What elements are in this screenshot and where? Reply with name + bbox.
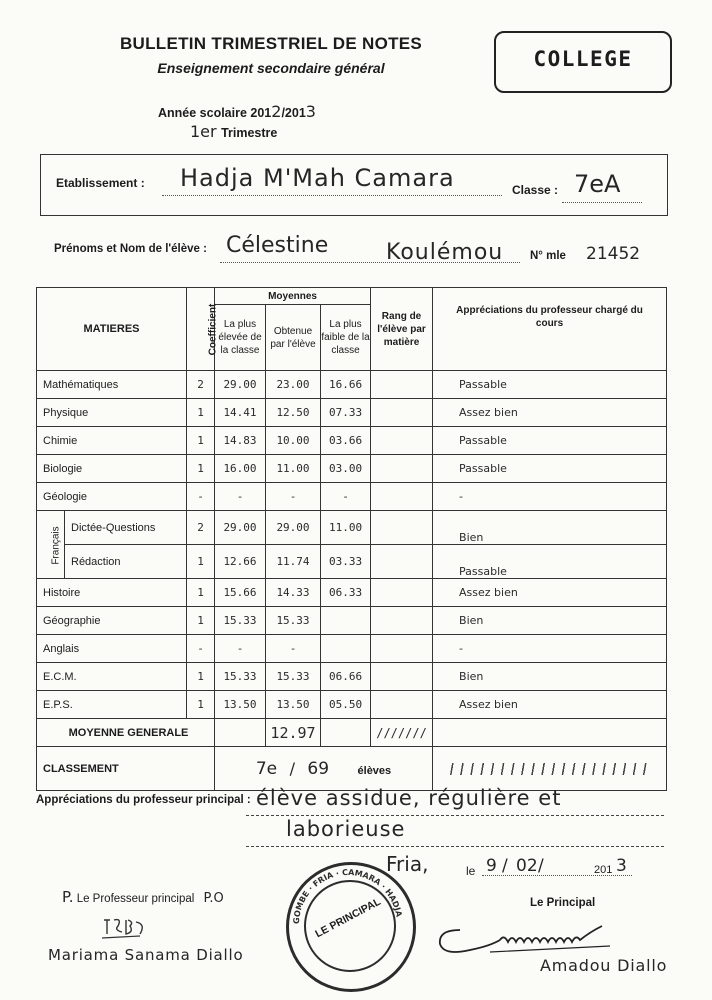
eleve-cell: 15.33 — [266, 607, 321, 635]
max-cell: 14.41 — [215, 399, 266, 427]
prof-principal-suffix: P.O — [203, 891, 224, 906]
coef-cell: 2 — [187, 511, 215, 545]
appr-cell: Passable — [433, 371, 667, 399]
min-cell: 03.00 — [321, 455, 371, 483]
appr-cell: Bien — [433, 663, 667, 691]
min-cell: 03.33 — [321, 545, 371, 579]
coef-cell: 1 — [187, 399, 215, 427]
prof-principal — [62, 888, 224, 906]
rang-cell — [371, 455, 433, 483]
eleve-cell: 10.00 — [266, 427, 321, 455]
plus-elevee-header: La plus élevée de la classe — [215, 305, 266, 371]
rang-cell — [371, 399, 433, 427]
appr-cell: - — [433, 635, 667, 663]
francais-cell — [37, 511, 65, 579]
date-year-hand: 3 — [616, 856, 627, 876]
eleve-cell: 15.33 — [266, 663, 321, 691]
coef-cell: 1 — [187, 607, 215, 635]
subject-cell: Physique — [37, 399, 187, 427]
subject-cell: Géologie — [37, 483, 187, 511]
appr-principal-line1: élève assidue, régulière et — [256, 786, 562, 810]
rang-cell — [371, 483, 433, 511]
min-cell: 11.00 — [321, 511, 371, 545]
appr-cell: Bien — [433, 511, 667, 545]
subject-cell: E.C.M. — [37, 663, 187, 691]
stamp-ring-text: GOMBE · FRIA · CAMARA · HADJA — [291, 867, 404, 925]
moyenne-empty-cell — [215, 719, 266, 747]
rang-cell — [371, 635, 433, 663]
trimestre-label: Trimestre — [221, 126, 278, 140]
date-sep-1: / — [502, 856, 508, 876]
rang-cell — [371, 511, 433, 545]
rang-cell — [371, 545, 433, 579]
coef-cell: 1 — [187, 427, 215, 455]
prof-signature-icon — [100, 914, 150, 944]
appr-cell: Passable — [433, 427, 667, 455]
obtenue-header: Obtenue par l'élève — [266, 305, 321, 371]
coef-cell: - — [187, 635, 215, 663]
classement-rang: 7e — [255, 758, 278, 779]
classement-sep: / — [289, 758, 295, 778]
matricule-value: 21452 — [586, 244, 641, 264]
classement-hatch — [447, 763, 652, 775]
appr-cell: - — [433, 483, 667, 511]
classe-value: 7eA — [574, 170, 621, 198]
etablissement-label: Etablissement : — [56, 176, 145, 190]
max-cell: 14.83 — [215, 427, 266, 455]
prof-principal-prefix: P. — [62, 888, 74, 906]
annee-label: Année scolaire 201 — [158, 106, 272, 120]
appr-underline-2 — [246, 846, 664, 847]
appr-cell: Passable — [433, 455, 667, 483]
bulletin-title: BULLETIN TRIMESTRIEL DE NOTES — [119, 34, 423, 53]
max-cell: 12.66 — [215, 545, 266, 579]
trimestre — [190, 122, 277, 142]
rang-cell — [371, 691, 433, 719]
appr-cell: Assez bien — [433, 579, 667, 607]
subject-cell: E.P.S. — [37, 691, 187, 719]
coef-cell: 1 — [187, 691, 215, 719]
table-row — [37, 545, 667, 579]
rang-cell — [371, 371, 433, 399]
table-row — [37, 691, 667, 719]
principal-signature-icon — [430, 916, 620, 960]
classement-hatch-cell — [433, 747, 667, 791]
min-cell: 06.33 — [321, 579, 371, 607]
subject-cell: Rédaction — [65, 545, 187, 579]
coefficient-label: Coefficient — [207, 303, 219, 355]
table-row — [37, 371, 667, 399]
moyenne-row — [37, 719, 667, 747]
rang-cell — [371, 579, 433, 607]
etablissement-value: Hadja M'Mah Camara — [180, 164, 455, 192]
eleve-line — [220, 262, 520, 263]
coef-cell: 2 — [187, 371, 215, 399]
appr-cell: Assez bien — [433, 691, 667, 719]
eleve-cell: - — [266, 483, 321, 511]
coef-cell: 1 — [187, 579, 215, 607]
bulletin-subtitle: Enseignement secondaire général — [157, 60, 385, 76]
moyenne-empty-cell — [321, 719, 371, 747]
date-le-label: le — [466, 864, 476, 878]
subject-cell: Dictée-Questions — [65, 511, 187, 545]
principal-name: Amadou Diallo — [540, 956, 668, 975]
classement-label: CLASSEMENT — [37, 747, 215, 791]
classement-total: 69 — [307, 758, 330, 779]
plus-faible-header: La plus faible de la classe — [321, 305, 371, 371]
eleve-prenom: Célestine — [226, 233, 329, 258]
classe-label: Classe : — [512, 183, 559, 197]
matieres-header: MATIERES — [37, 288, 187, 371]
subject-cell: Biologie — [37, 455, 187, 483]
max-cell: - — [215, 483, 266, 511]
eleve-label: Prénoms et Nom de l'élève : — [54, 243, 207, 255]
trimestre-hand: 1er — [190, 122, 217, 141]
subject-cell: Histoire — [37, 579, 187, 607]
min-cell: 07.33 — [321, 399, 371, 427]
appr-principal-line2: laborieuse — [286, 817, 406, 841]
table-row — [37, 635, 667, 663]
min-cell: 03.66 — [321, 427, 371, 455]
annee-scolaire — [158, 102, 316, 121]
date-month: 02 — [516, 856, 538, 876]
table-row — [37, 607, 667, 635]
principal-label: Le Principal — [530, 897, 596, 909]
min-cell: - — [321, 483, 371, 511]
date-line — [482, 875, 632, 876]
moyennes-header: Moyennes — [215, 288, 371, 305]
lieu: Fria, — [386, 852, 429, 876]
moyenne-appr-cell — [433, 719, 667, 747]
subject-cell: Chimie — [37, 427, 187, 455]
grades-table — [36, 287, 667, 791]
eleve-cell: 14.33 — [266, 579, 321, 607]
rang-cell — [371, 607, 433, 635]
table-row — [37, 483, 667, 511]
coef-cell: - — [187, 483, 215, 511]
max-cell: 29.00 — [215, 371, 266, 399]
eleve-cell: 11.00 — [266, 455, 321, 483]
eleve-cell: - — [266, 635, 321, 663]
classe-line — [562, 202, 642, 203]
eleve-cell: 12.50 — [266, 399, 321, 427]
annee-hand-2: 3 — [305, 102, 316, 121]
annee-hand-1: 2 — [271, 102, 282, 121]
appr-cell: Assez bien — [433, 399, 667, 427]
matricule-label: N° mle — [530, 250, 566, 262]
moyenne-value: 12.97 — [266, 719, 321, 747]
min-cell: 06.66 — [321, 663, 371, 691]
max-cell: 15.33 — [215, 663, 266, 691]
max-cell: 29.00 — [215, 511, 266, 545]
min-cell: 16.66 — [321, 371, 371, 399]
subject-cell: Mathématiques — [37, 371, 187, 399]
eleve-cell: 11.74 — [266, 545, 321, 579]
stamp-center-text: LE PRINCIPAL — [313, 895, 383, 941]
coef-cell: 1 — [187, 663, 215, 691]
moyenne-rang: /////// — [371, 719, 433, 747]
eleve-cell: 13.50 — [266, 691, 321, 719]
classement-eleves: élèves — [357, 764, 392, 777]
max-cell: - — [215, 635, 266, 663]
rang-cell — [371, 427, 433, 455]
college-label: COLLEGE — [533, 47, 633, 71]
table-row — [37, 399, 667, 427]
francais-label: Français — [50, 525, 62, 565]
max-cell: 16.00 — [215, 455, 266, 483]
rang-header: Rang de l'élève par matière — [371, 288, 433, 371]
moyenne-label: MOYENNE GENERALE — [37, 719, 215, 747]
min-cell — [321, 607, 371, 635]
coef-cell: 1 — [187, 545, 215, 579]
subject-cell: Géographie — [37, 607, 187, 635]
etablissement-line — [162, 195, 502, 196]
subject-cell: Anglais — [37, 635, 187, 663]
appr-cell: Passable — [433, 545, 667, 579]
appr-cell: Bien — [433, 607, 667, 635]
date-day: 9 — [486, 856, 497, 876]
date-sep-2: / — [538, 856, 544, 876]
rang-cell — [371, 663, 433, 691]
classement-value-cell — [215, 747, 433, 791]
table-row — [37, 663, 667, 691]
appreciations-header: Appréciations du professeur chargé du cours — [433, 288, 667, 371]
table-row — [37, 579, 667, 607]
max-cell: 13.50 — [215, 691, 266, 719]
prof-principal-label: Le Professeur principal — [76, 893, 195, 905]
table-row — [37, 455, 667, 483]
max-cell: 15.66 — [215, 579, 266, 607]
coef-cell: 1 — [187, 455, 215, 483]
appr-underline-1 — [246, 815, 664, 816]
min-cell: 05.50 — [321, 691, 371, 719]
eleve-cell: 29.00 — [266, 511, 321, 545]
appr-principal-label: Appréciations du professeur principal : — [36, 794, 251, 806]
coefficient-header — [187, 288, 219, 371]
prof-name: Mariama Sanama Diallo — [48, 946, 244, 964]
min-cell — [321, 635, 371, 663]
date-year-prefix: 201 — [594, 864, 613, 876]
max-cell: 15.33 — [215, 607, 266, 635]
annee-sep: /201 — [281, 106, 306, 120]
table-row — [37, 427, 667, 455]
eleve-nom: Koulémou — [386, 240, 504, 265]
table-row — [37, 511, 667, 545]
classement-row — [37, 747, 667, 791]
eleve-cell: 23.00 — [266, 371, 321, 399]
